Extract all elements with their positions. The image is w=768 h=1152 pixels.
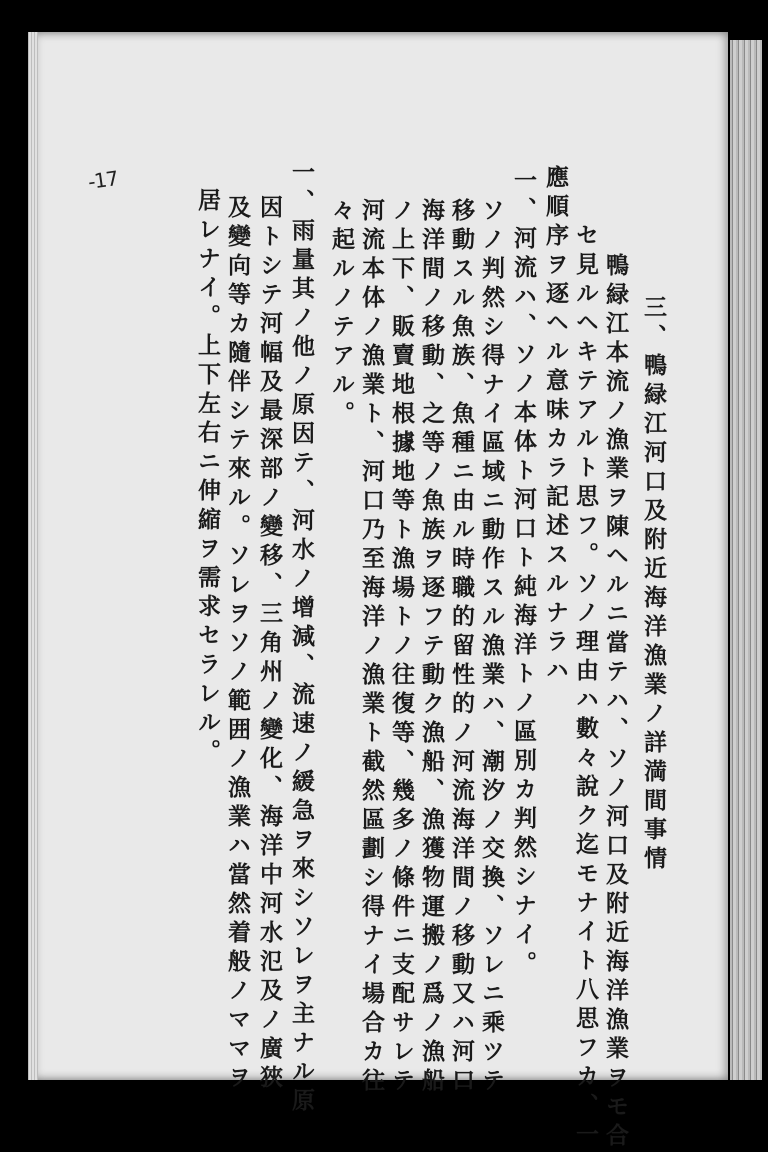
text-column-13: 及變向等カ隨伴シテ來ル。ソレヲソノ範囲ノ漁業ハ當然着般ノママヲ bbox=[224, 195, 251, 1094]
text-column-12: 因トシテ河幅及最深部ノ變移、三角州ノ變化、海洋中河水氾及ノ廣狹 bbox=[256, 195, 283, 1094]
text-column-5: ソノ判然シ得ナイ區域ニ動作スル漁業ハ、潮汐ノ交換、ソレニ乘ツテ bbox=[478, 198, 505, 1097]
page-binding-edge bbox=[28, 32, 38, 1080]
text-column-6: 移動スル魚族、魚種ニ由ル時職的留性的ノ河流海洋間ノ移動又ハ河口 bbox=[448, 198, 475, 1097]
text-column-3: 應順序ヲ逐ヘル意味カラ記述スルナラハ bbox=[542, 165, 569, 687]
page-stack-edge bbox=[730, 40, 762, 1080]
text-column-14: 居レナイ。上下左右ニ伸縮ヲ需求セラレル。 bbox=[194, 188, 221, 768]
text-column-7: 海洋間ノ移動、之等ノ魚族ヲ逐フテ動ク漁船、漁獲物運搬ノ爲ノ漁船 bbox=[418, 198, 445, 1097]
text-column-9: 河流本体ノ漁業ト、河口乃至海洋ノ漁業ト截然區劃シ得ナイ場合カ往 bbox=[358, 198, 385, 1097]
page-number: -17 bbox=[86, 166, 120, 194]
section-heading: 三、鴨緑江河口及附近海洋漁業ノ詳満間事情 bbox=[640, 295, 667, 875]
text-column-2: セ見ルヘキテアルト思フ。ソノ理由ハ數々說ク迄モナイト八思フカ、一 bbox=[572, 223, 599, 1151]
text-column-11: 一、雨量其ノ他ノ原因テ、河水ノ增減、流速ノ緩急ヲ來シソレヲ主ナル原 bbox=[288, 160, 315, 1117]
text-column-10: 々起ルノテアル。 bbox=[328, 198, 355, 430]
text-column-4: 一、河流ハ、ソノ本体ト河口ト純海洋トノ區別カ判然シナイ。 bbox=[510, 168, 537, 980]
text-column-8: ノ上下、販賣地根據地等ト漁場トノ往復等、幾多ノ條件ニ支配サレテ bbox=[388, 198, 415, 1097]
text-column-1: 鴨緑江本流ノ漁業ヲ陳ヘルニ當テハ、ソノ河口及附近海洋漁業ヲモ合 bbox=[602, 253, 629, 1152]
